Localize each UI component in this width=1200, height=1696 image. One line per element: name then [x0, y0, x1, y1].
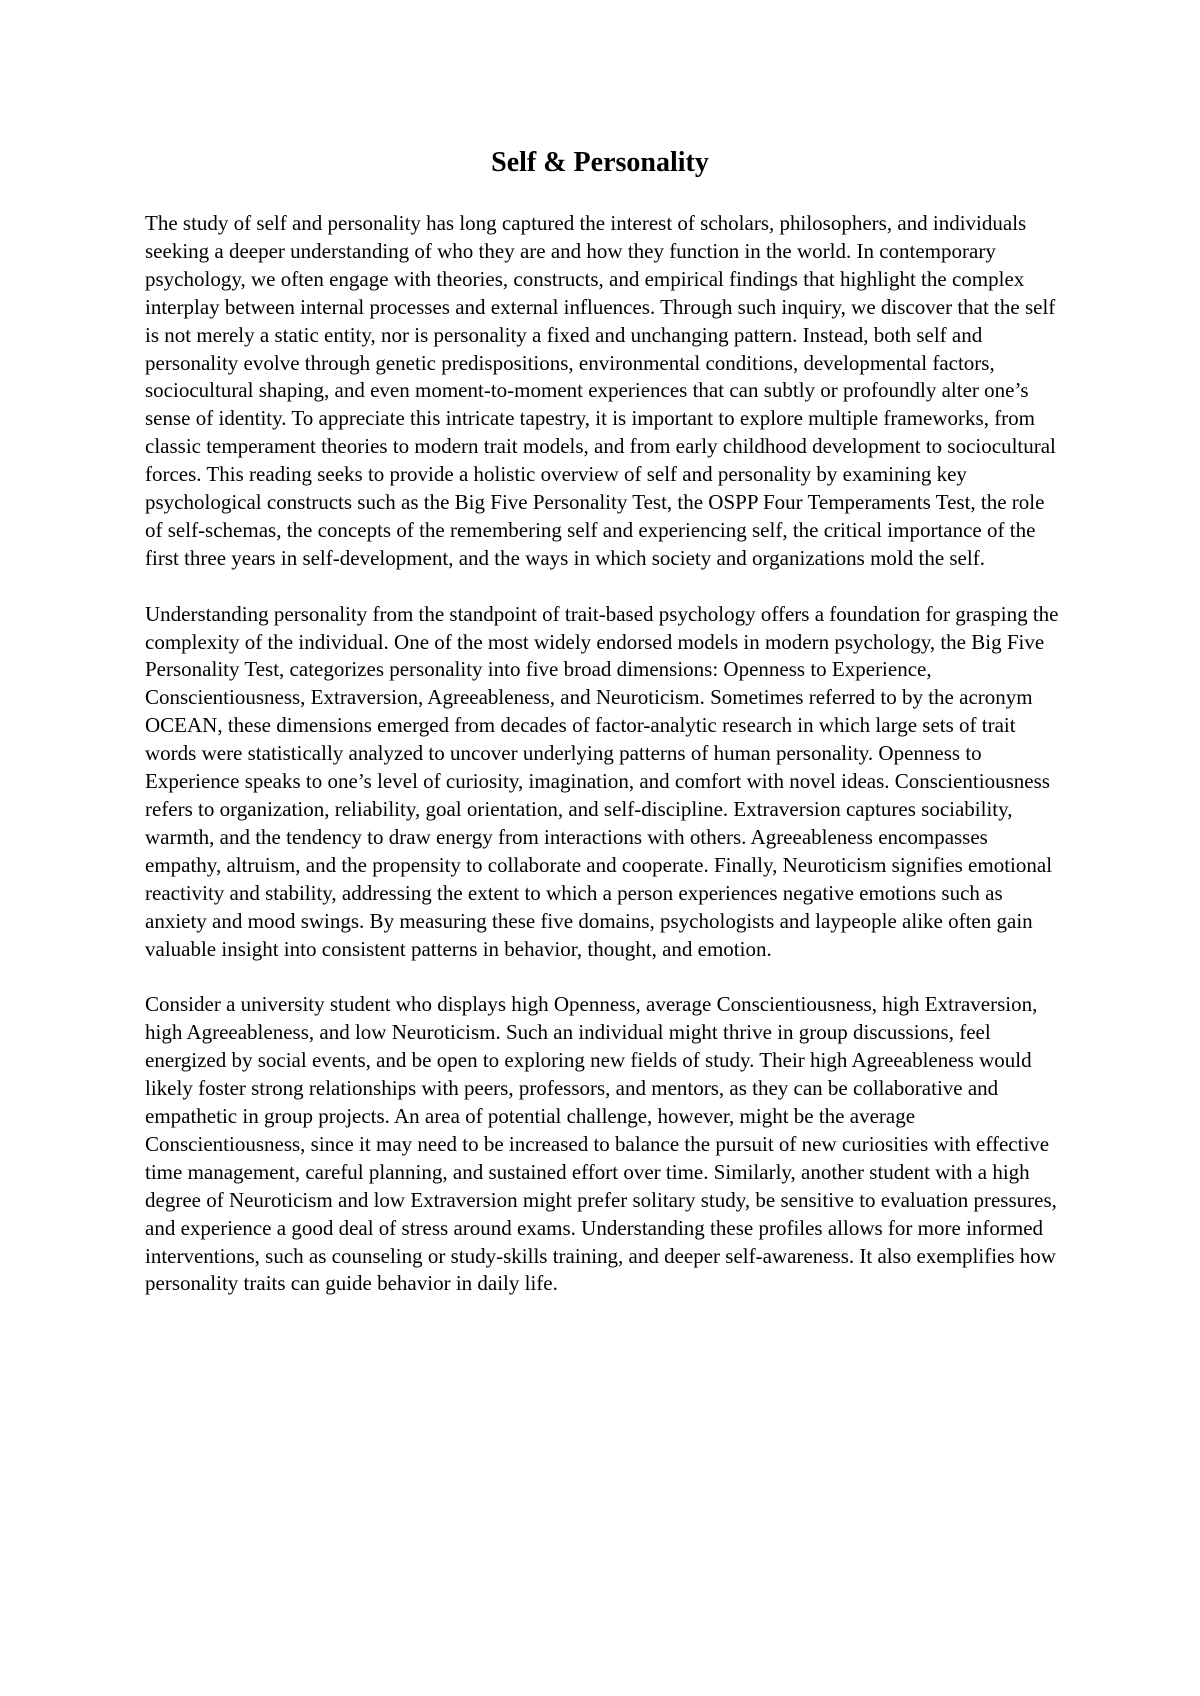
document-title: Self & Personality [491, 147, 709, 178]
document-body [145, 210, 1065, 1326]
paragraph-student-example: Consider a university student who displays high Openness, average Conscientiousness, high Extraversion, high Agreeableness, and low Neuroticism. Such an individual might thrive in group discussions, feel energized by social events, and be open to exploring new fields of study. Their high Agreeableness would likely foster strong relationships with peers, professors, and mentors, as they can be collaborative and empathetic in group projects. An area of potential challenge, however, might be the average Conscientiousness, since it may need to be increased to balance the pursuit of new curiosities with effective time management, careful planning, and sustained effort over time. Similarly, another student with a high degree of Neuroticism and low Extraversion might prefer solitary study, be sensitive to evaluation pressures, and experience a good deal of stress around exams. Understanding these profiles allows for more informed interventions, such as counseling or study-skills training, and deeper self-awareness. It also exemplifies how personality traits can guide behavior in daily life. [145, 992, 1057, 1296]
paragraph-intro: The study of self and personality has long captured the interest of scholars, philosophers, and individuals seeking a deeper understanding of who they are and how they function in the world. In contemporary psychology, we often engage with theories, constructs, and empirical findings that highlight the complex interplay between internal processes and external influences. Through such inquiry, we discover that the self is not merely a static entity, nor is personality a fixed and unchanging pattern. Instead, both self and personality evolve through genetic predispositions, environmental conditions, developmental factors, sociocultural shaping, and even moment-to-moment experiences that can subtly or profoundly alter one’s sense of identity. To appreciate this intricate tapestry, it is important to explore multiple frameworks, from classic temperament theories to modern trait models, and from early childhood development to sociocultural forces. This reading seeks to provide a holistic overview of self and personality by examining key psychological constructs such as the Big Five Personality Test, the OSPP Four Temperaments Test, the role of self-schemas, the concepts of the remembering self and experiencing self, the critical importance of the first three years in self-development, and the ways in which society and organizations mold the self. [145, 211, 1056, 570]
paragraph-big-five: Understanding personality from the standpoint of trait-based psychology offers a foundation for grasping the complexity of the individual. One of the most widely endorsed models in modern psychology, the Big Five Personality Test, categorizes personality into five broad dimensions: Openness to Experience, Conscientiousness, Extraversion, Agreeableness, and Neuroticism. Sometimes referred to by the acronym OCEAN, these dimensions emerged from decades of factor-analytic research in which large sets of trait words were statistically analyzed to uncover underlying patterns of human personality. Openness to Experience speaks to one’s level of curiosity, imagination, and comfort with novel ideas. Conscientiousness refers to organization, reliability, goal orientation, and self-discipline. Extraversion captures sociability, warmth, and the tendency to draw energy from interactions with others. Agreeableness encompasses empathy, altruism, and the propensity to collaborate and cooperate. Finally, Neuroticism signifies emotional reactivity and stability, addressing the extent to which a person experiences negative emotions such as anxiety and mood swings. By measuring these five domains, psychologists and laypeople alike often gain valuable insight into consistent patterns in behavior, thought, and emotion. [145, 601, 1059, 961]
